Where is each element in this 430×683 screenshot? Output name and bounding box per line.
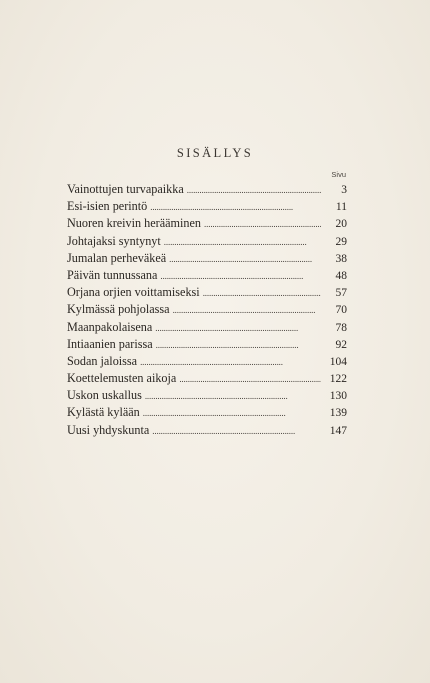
entry-title: Intiaanien parissa <box>67 336 153 351</box>
dot-leader <box>145 388 321 405</box>
entry-title: Jumalan perheväkeä <box>67 250 167 265</box>
entry-page-number: 3 <box>341 184 347 196</box>
toc-entry <box>67 336 347 353</box>
toc-entry <box>67 387 347 404</box>
dot-leader <box>187 182 321 199</box>
dot-leader <box>140 354 321 371</box>
toc-entry <box>67 301 347 318</box>
dot-leader <box>152 423 321 440</box>
dot-leader <box>179 371 321 388</box>
entry-page-number: 57 <box>335 287 347 300</box>
toc-entry <box>67 370 347 387</box>
entry-title: Päivän tunnussana <box>67 267 158 282</box>
entry-page-number: 48 <box>335 269 347 282</box>
entry-page-number: 38 <box>335 252 347 265</box>
entry-title: Uusi yhdyskunta <box>67 422 150 437</box>
entry-title: Orjana orjien voittamiseksi <box>67 285 200 300</box>
dot-leader <box>173 302 321 319</box>
toc-entry <box>67 250 347 267</box>
entry-title: Maanpakolaisena <box>67 319 153 334</box>
entry-page-number: 92 <box>335 338 347 351</box>
dot-leader <box>155 320 321 337</box>
toc-entry <box>67 353 347 370</box>
dot-leader <box>156 337 321 354</box>
entry-page-number: 20 <box>335 218 347 231</box>
dot-leader <box>160 268 321 285</box>
entry-title: Nuoren kreivin herääminen <box>67 216 202 231</box>
entry-page-number: 78 <box>335 321 347 334</box>
dot-leader <box>203 285 321 302</box>
entry-page-number: 70 <box>335 304 347 317</box>
entry-page-number: 29 <box>335 235 347 248</box>
entry-title: Sodan jaloissa <box>67 353 138 368</box>
dot-leader <box>204 216 321 233</box>
dot-leader <box>169 251 321 268</box>
entry-title: Esi-isien perintö <box>67 199 148 214</box>
entry-title: Johtajaksi syntynyt <box>67 233 161 248</box>
dot-leader <box>164 234 321 251</box>
toc-list <box>67 181 347 439</box>
entry-page-number: 104 <box>329 355 347 368</box>
entry-title: Kylmässä pohjolassa <box>67 302 170 317</box>
entry-title: Koettelemusten aikoja <box>67 371 177 386</box>
toc-entry <box>67 198 347 215</box>
page-column-label: Sivu <box>331 170 346 179</box>
toc-entry <box>67 284 347 301</box>
toc-entry <box>67 404 347 421</box>
dot-leader <box>150 199 321 216</box>
entry-title: Kylästä kylään <box>67 405 140 420</box>
entry-page-number: 130 <box>329 390 347 403</box>
toc-entry <box>67 233 347 250</box>
dot-leader <box>143 405 321 422</box>
entry-page-number: 147 <box>329 424 347 437</box>
toc-entry <box>67 267 347 284</box>
entry-page-number: 11 <box>335 201 347 214</box>
toc-entry <box>67 319 347 336</box>
toc-entry <box>67 181 347 198</box>
entry-page-number: 139 <box>329 407 347 420</box>
toc-entry <box>67 215 347 232</box>
entry-title: Vainottujen turvapaikka <box>67 182 184 196</box>
toc-entry <box>67 422 347 439</box>
toc-title: SISÄLLYS <box>176 146 254 160</box>
entry-title: Uskon uskallus <box>67 388 142 403</box>
entry-page-number: 122 <box>329 373 347 386</box>
